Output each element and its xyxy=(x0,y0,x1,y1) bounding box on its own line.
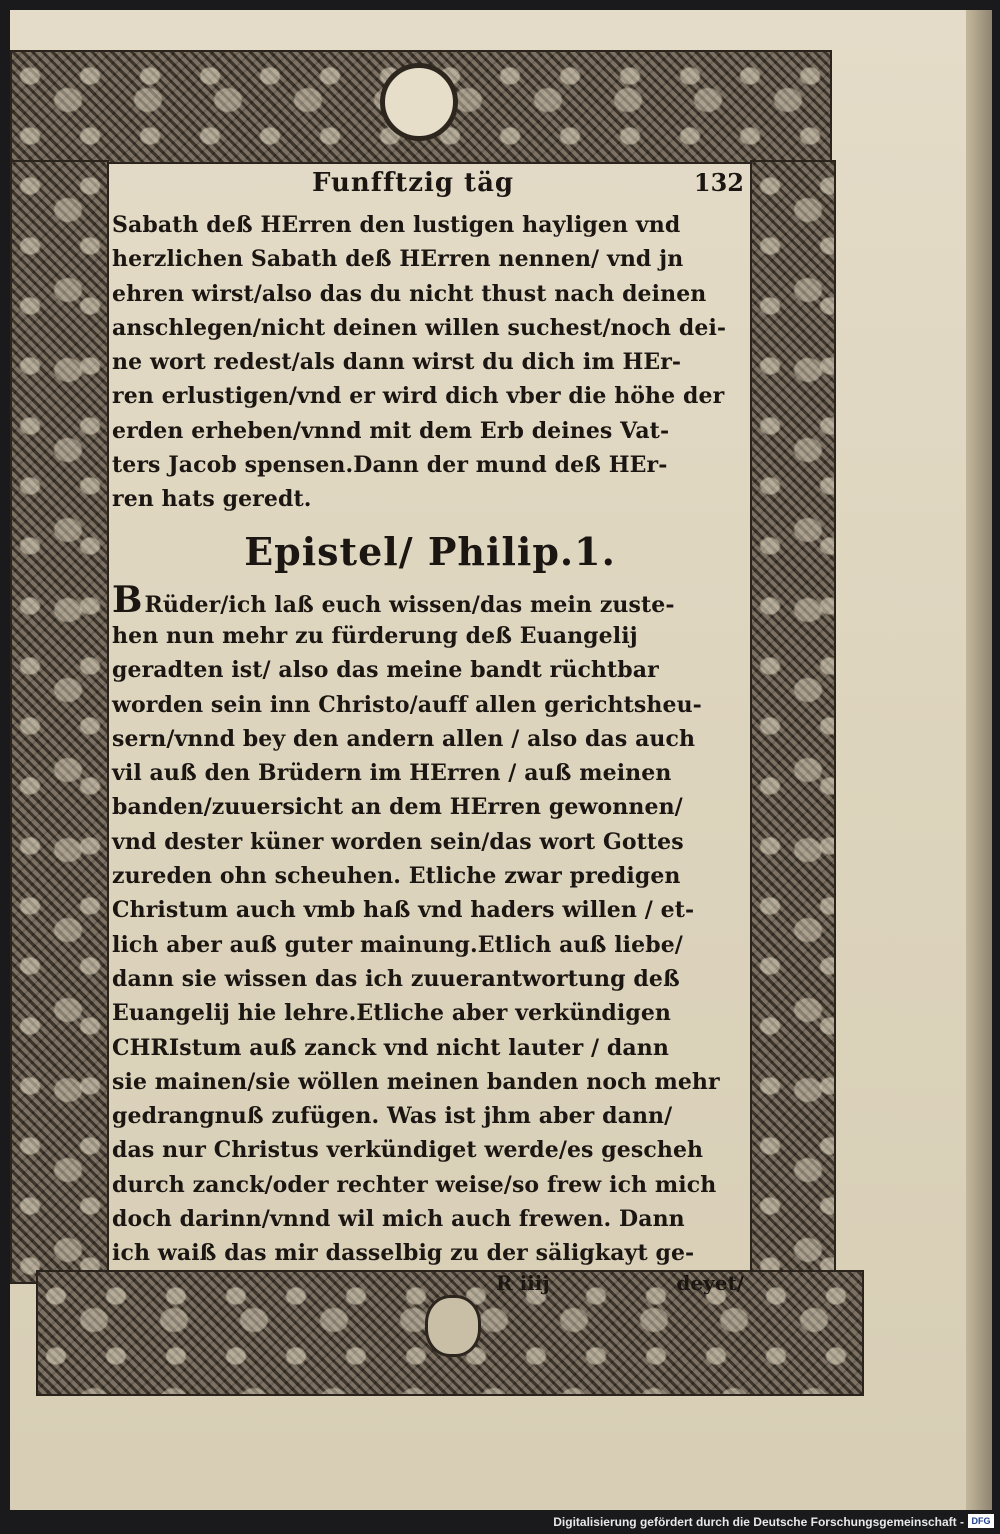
epistle-text xyxy=(112,578,748,1271)
text-line: worden sein inn Christo/auff allen gerichtsheu- xyxy=(112,691,702,718)
text-line: hen nun mehr zu fürderung deß Euangelij xyxy=(112,622,638,649)
text-line: dann sie wissen das ich zuuerantwortung deß xyxy=(112,965,680,992)
text-line: gedrangnuß zufügen. Was ist jhm aber dann/ xyxy=(112,1103,673,1130)
text-line: das nur Christus verkündiget werde/es gescheh xyxy=(112,1137,704,1164)
text-line: geradten ist/ also das meine bandt rüchtbar xyxy=(112,657,659,684)
text-line: durch zanck/oder rechter weise/so frew ich mich xyxy=(112,1171,717,1198)
text-line: Sabath deß HErren den lustigen hayligen vnd xyxy=(112,212,681,238)
drop-cap-initial: B xyxy=(112,578,143,621)
first-epistle-line xyxy=(112,578,748,621)
text-line: anschlegen/nicht deinen willen suchest/noch dei- xyxy=(112,314,727,341)
woodcut-border-right xyxy=(750,160,836,1284)
text-line: ehren wirst/also das du nicht thust nach deinen xyxy=(112,280,707,307)
first-line-text: Rüder/ich laß euch wissen/das mein zuste- xyxy=(144,591,675,618)
epistle-heading: Epistel/ Philip.1. xyxy=(244,528,616,574)
digitization-credit-bar xyxy=(0,1510,1000,1534)
page-header xyxy=(112,168,748,208)
text-line: Euangelij hie lehre.Etliche aber verkündigen xyxy=(112,1000,672,1027)
text-line: CHRIstum auß zanck vnd nicht lauter / dann xyxy=(112,1034,669,1061)
text-before-epistle xyxy=(112,208,748,517)
digitization-credit: Digitalisierung gefördert durch die Deutsche Forschungsgemeinschaft - xyxy=(553,1515,964,1529)
border-cartouche-ornament xyxy=(380,63,458,141)
folio-number: 132 xyxy=(693,168,744,197)
text-line: Christum auch vmb haß vnd haders willen / et- xyxy=(112,897,695,924)
text-line: sie mainen/sie wöllen meinen banden noch mehr xyxy=(112,1068,720,1095)
running-head: Funfftzig täg xyxy=(312,168,515,198)
text-line: lich aber auß guter mainung.Etlich auß liebe/ xyxy=(112,931,683,958)
catchword: deyet/ xyxy=(676,1270,744,1295)
text-line: ters Jacob spensen.Dann der mund deß HEr- xyxy=(112,452,668,479)
text-line: ne wort redest/als dann wirst du dich im HEr- xyxy=(112,349,682,376)
text-line: doch darinn/vnnd wil mich auch frewen. Dann xyxy=(112,1206,685,1233)
text-line: banden/zuuersicht an dem HErren gewonnen/ xyxy=(112,794,683,821)
text-line: vnd dester küner worden sein/das wort Gottes xyxy=(112,828,684,855)
text-line: ren hats geredt. xyxy=(112,486,312,513)
woodcut-border-left xyxy=(10,160,109,1284)
text-line: herzlichen Sabath deß HErren nennen/ vnd jn xyxy=(112,246,684,273)
text-block xyxy=(112,168,748,1305)
text-line: ren erlustigen/vnd er wird dich vber die höhe der xyxy=(112,383,725,410)
text-line: vil auß den Brüdern im HErren / auß meinen xyxy=(112,760,672,787)
text-line: zureden ohn scheuhen. Etliche zwar predigen xyxy=(112,863,681,890)
text-line: sern/vnnd bey den andern allen / also das auch xyxy=(112,725,696,752)
text-line: erden erheben/vnnd mit dem Erb deines Vat- xyxy=(112,417,670,444)
dfg-logo: DFG xyxy=(968,1514,994,1528)
signature-mark: R iiij xyxy=(496,1270,550,1295)
text-line: ich waiß das mir dasselbig zu der säligkayt ge- xyxy=(112,1240,695,1267)
page-footer xyxy=(112,1271,748,1305)
